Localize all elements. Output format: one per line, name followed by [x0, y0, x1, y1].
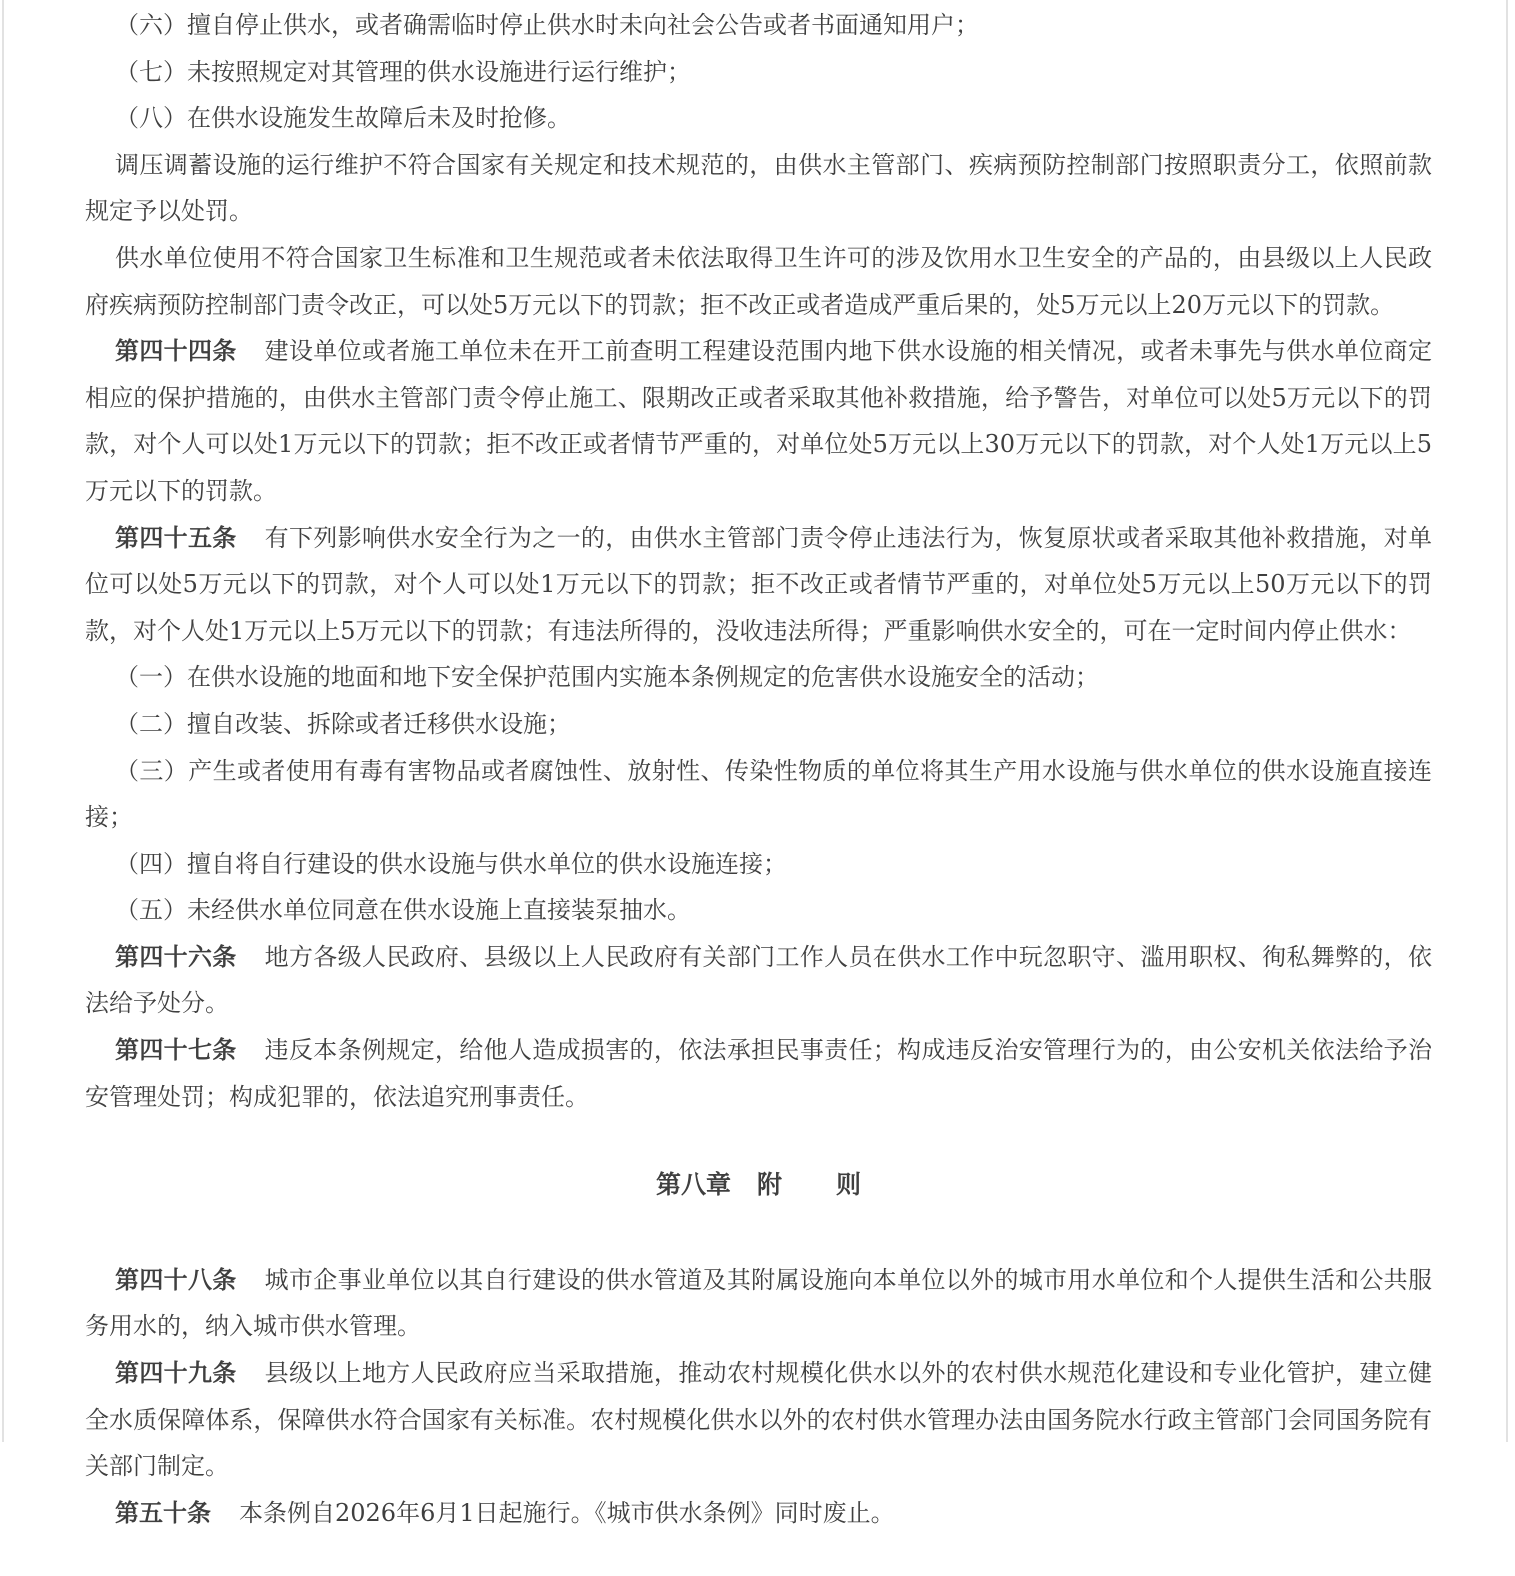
list-item [85, 887, 1432, 934]
article-number: 第四十七条 [115, 1035, 237, 1065]
list-item [85, 654, 1432, 701]
article-paragraph [85, 328, 1432, 514]
paragraph-text: 调压调蓄设施的运行维护不符合国家有关规定和技术规范的，由供水主管部门、疾病预防控制部门按照职责分工，依照前款规定予以处罚。 [85, 150, 1432, 226]
chapter-title: 则 [836, 1170, 862, 1200]
article-number: 第四十九条 [115, 1358, 237, 1388]
article-number: 第五十条 [115, 1497, 211, 1527]
article-paragraph [85, 1350, 1432, 1490]
article-paragraph [85, 1027, 1432, 1120]
paragraph-text: 城市企事业单位以其自行建设的供水管道及其附属设施向本单位以外的城市用水单位和个人提供生活和公共服务用水的，纳入城市供水管理。 [85, 1265, 1433, 1341]
paragraph-text: （八）在供水设施发生故障后未及时抢修。 [115, 104, 571, 133]
list-item [85, 95, 1432, 142]
article-number: 第四十八条 [115, 1264, 237, 1294]
paragraph-text: 建设单位或者施工单位未在开工前查明工程建设范围内地下供水设施的相关情况，或者未事先与供水单位商定相应的保护措施的，由供水主管部门责令停止施工、限期改正或者采取其他补救措施，给予警告，对单位可以处5万元以下的罚款，对个人可以处1万元以下的罚款；拒不改正或者情节严重的，对单位处5万元以上30万元以下的罚款，对个人处1万元以上5万元以下的罚款。 [85, 337, 1433, 505]
chapter-title: 附 [756, 1170, 782, 1200]
article-paragraph [85, 934, 1432, 1027]
article-number: 第四十五条 [115, 522, 237, 552]
paragraph-text: （四）擅自将自行建设的供水设施与供水单位的供水设施连接； [115, 849, 787, 878]
paragraph-text: 违反本条例规定，给他人造成损害的，依法承担民事责任；构成违反治安管理行为的，由公安机关依法给予治安管理处罚；构成犯罪的，依法追究刑事责任。 [85, 1036, 1433, 1111]
article-paragraph [85, 1490, 1432, 1537]
paragraph-text: 本条例自2026年6月1日起施行。《城市供水条例》同时废止。 [239, 1498, 895, 1527]
paragraph-text: 县级以上地方人民政府应当采取措施，推动农村规模化供水以外的农村供水规范化建设和专业化管护，建立健全水质保障体系，保障供水符合国家有关标准。农村规模化供水以外的农村供水管理办法由国务院水行政主管部门会同国务院有关部门制定。 [85, 1359, 1433, 1481]
body-paragraph [85, 235, 1432, 328]
chapter-number: 第八章 [655, 1170, 731, 1200]
list-item [85, 748, 1432, 841]
list-item [85, 841, 1432, 888]
paragraph-text: （一）在供水设施的地面和地下安全保护范围内实施本条例规定的危害供水设施安全的活动； [115, 663, 1099, 692]
article-number: 第四十四条 [115, 336, 237, 366]
article-paragraph [85, 1257, 1432, 1350]
paragraph-text: （七）未按照规定对其管理的供水设施进行运行维护； [115, 57, 691, 86]
list-item [85, 701, 1432, 748]
list-item [85, 49, 1432, 96]
chapter-heading [85, 1162, 1432, 1209]
paragraph-text: （五）未经供水单位同意在供水设施上直接装泵抽水。 [115, 896, 691, 925]
article-paragraph [85, 515, 1432, 655]
body-paragraph [85, 142, 1432, 235]
paragraph-text: （二）擅自改装、拆除或者迁移供水设施； [115, 709, 571, 738]
list-item [85, 2, 1432, 49]
paragraph-text: 供水单位使用不符合国家卫生标准和卫生规范或者未依法取得卫生许可的涉及饮用水卫生安全的产品的，由县级以上人民政府疾病预防控制部门责令改正，可以处5万元以下的罚款；拒不改正或者造成严重后果的，处5万元以上20万元以下的罚款。 [85, 243, 1432, 319]
document-content [85, 2, 1432, 1536]
paragraph-text: 有下列影响供水安全行为之一的，由供水主管部门责令停止违法行为，恢复原状或者采取其他补救措施，对单位可以处5万元以下的罚款，对个人可以处1万元以下的罚款；拒不改正或者情节严重的，对单位处5万元以上50万元以下的罚款，对个人处1万元以上5万元以下的罚款；有违法所得的，没收违法所得；严重影响供水安全的，可在一定时间内停止供水： [85, 523, 1433, 645]
paragraph-text: （六）擅自停止供水，或者确需临时停止供水时未向社会公告或者书面通知用户； [115, 11, 979, 39]
paragraph-text: 地方各级人民政府、县级以上人民政府有关部门工作人员在供水工作中玩忽职守、滥用职权、徇私舞弊的，依法给予处分。 [85, 942, 1433, 1018]
article-number: 第四十六条 [115, 941, 237, 971]
paragraph-text: （三）产生或者使用有毒有害物品或者腐蚀性、放射性、传染性物质的单位将其生产用水设施与供水单位的供水设施直接连接； [85, 756, 1432, 832]
